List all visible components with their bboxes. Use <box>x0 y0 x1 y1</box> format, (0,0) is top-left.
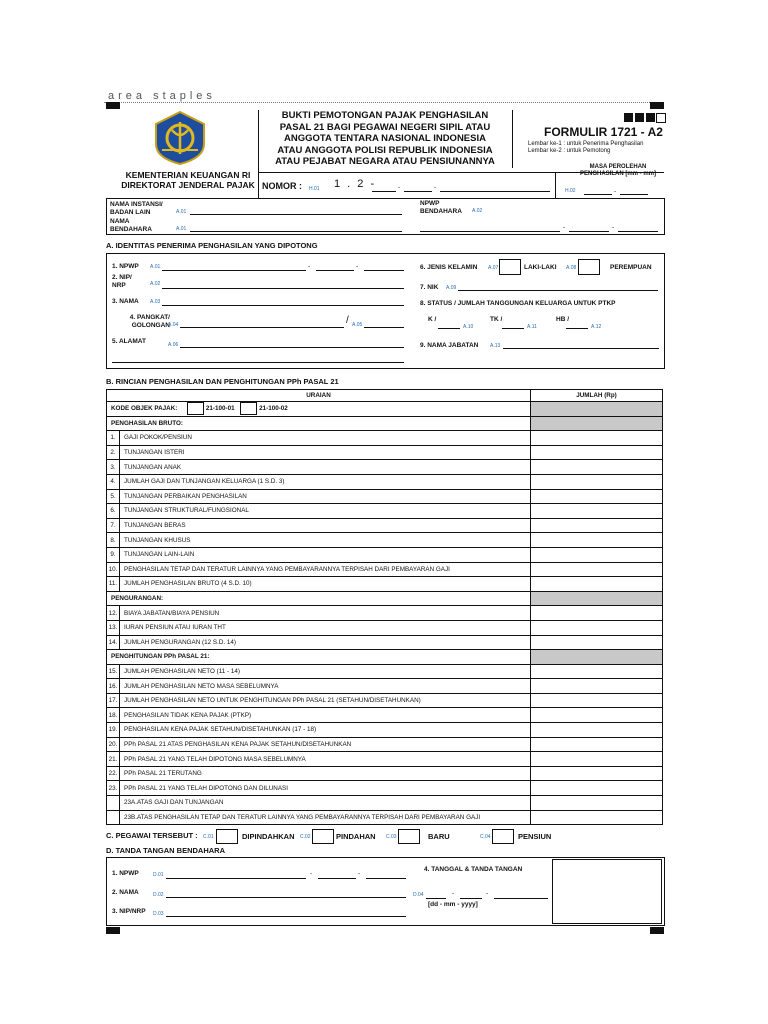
amount-input[interactable] <box>531 518 663 533</box>
table-header-row <box>107 390 663 402</box>
row-description: BIAYA JABATAN/BIAYA PENSIUN <box>120 606 531 621</box>
d-day-field[interactable] <box>426 898 446 899</box>
d-npwp-dash: - <box>310 870 313 877</box>
bruto-head: PENGHASILAN BRUTO: <box>107 416 531 431</box>
pengurangan-rows <box>107 606 663 650</box>
c2-code: C.02 <box>300 834 311 840</box>
table-row <box>107 796 663 811</box>
instansi-label: NAMA INSTANSI/ BADAN LAIN <box>110 201 163 216</box>
amount-input[interactable] <box>531 693 663 708</box>
npwp-bendahara-code: A.02 <box>472 208 483 214</box>
amount-input[interactable] <box>531 620 663 635</box>
row-number: 9. <box>107 547 120 562</box>
row-description: IURAN PENSIUN ATAU IURAN THT <box>120 620 531 635</box>
pengurangan-head: PENGURANGAN: <box>107 591 531 606</box>
a-nik-label: 7. NIK <box>420 284 439 291</box>
a-alamat-field-1[interactable] <box>180 347 404 348</box>
col-uraian: URAIAN <box>107 390 531 402</box>
row-description: GAJI POKOK/PENSIUN <box>120 431 531 446</box>
a-hb-code: A.12 <box>591 324 602 330</box>
row-number: 14. <box>107 635 120 650</box>
a-nip-code: A.02 <box>150 281 161 287</box>
amount-input[interactable] <box>531 504 663 519</box>
a-golongan-code: A.05 <box>352 322 363 328</box>
ministry-logo-icon <box>152 110 208 166</box>
table-row <box>107 635 663 650</box>
table-row <box>107 489 663 504</box>
row-number: 7. <box>107 518 120 533</box>
table-row <box>107 533 663 548</box>
row-description: PPh PASAL 21 YANG TELAH DIPOTONG MASA SEBELUMNYA <box>120 752 531 767</box>
a-golongan-field[interactable] <box>364 327 404 328</box>
d-nama-label: 2. NAMA <box>112 889 139 896</box>
d-npwp-label: 1. NPWP <box>112 870 139 877</box>
a-nik-code: A.09 <box>446 285 457 291</box>
title-line: ANGGOTA TENTARA NASIONAL INDONESIA <box>284 133 486 144</box>
a-perempuan-label: PEREMPUAN <box>610 264 652 271</box>
row-description: TUNJANGAN ANAK <box>120 460 531 475</box>
amount-input[interactable] <box>531 562 663 577</box>
d-month-field[interactable] <box>460 898 482 899</box>
instansi-field[interactable] <box>190 214 402 215</box>
signature-box[interactable] <box>552 859 662 924</box>
row-number: 17. <box>107 693 120 708</box>
row-number: 16. <box>107 679 120 694</box>
hitung-rows <box>107 664 663 795</box>
amount-input[interactable] <box>531 474 663 489</box>
amount-cell-grey <box>531 650 663 665</box>
instansi-box <box>106 198 665 235</box>
d-nip-label: 3. NIP/NRP <box>112 908 146 915</box>
row-number: 1. <box>107 431 120 446</box>
d-nama-code: D.02 <box>153 892 164 898</box>
amount-input[interactable] <box>531 431 663 446</box>
a-jabatan-label: 9. NAMA JABATAN <box>420 342 479 349</box>
a-jabatan-field[interactable] <box>503 348 659 349</box>
pindahan-checkbox[interactable] <box>312 829 334 844</box>
hitung-head: PENGHITUNGAN PPh PASAL 21: <box>107 650 531 665</box>
row-number: 20. <box>107 737 120 752</box>
a-pangkat-field[interactable] <box>180 327 344 328</box>
row-description: PPh PASAL 21 TERUTANG <box>120 766 531 781</box>
row-number: 5. <box>107 489 120 504</box>
a-nama-label: 3. NAMA <box>112 298 139 305</box>
kode1-label: 21-100-01 <box>205 405 235 413</box>
amount-input[interactable] <box>531 635 663 650</box>
a-jk-label: 6. JENIS KELAMIN <box>420 264 478 271</box>
table-row <box>107 693 663 708</box>
row-number: 3. <box>107 460 120 475</box>
row-description: JUMLAH PENGHASILAN NETO (11 - 14) <box>120 664 531 679</box>
amount-input[interactable] <box>531 810 663 825</box>
amount-input[interactable] <box>531 766 663 781</box>
npwp-dash: - <box>563 224 566 231</box>
npwp-bendahara-field-2[interactable] <box>569 231 609 232</box>
row-description: PPh PASAL 21 YANG TELAH DIPOTONG DAN DILUNASI <box>120 781 531 796</box>
amount-input[interactable] <box>531 547 663 562</box>
a-nip-label: 2. NIP/ NRP <box>112 274 132 289</box>
amount-input[interactable] <box>531 577 663 592</box>
row-number: 15. <box>107 664 120 679</box>
lembar-notes <box>528 141 643 155</box>
table-row <box>107 752 663 767</box>
row-number: 12. <box>107 606 120 621</box>
row-description: TUNJANGAN STRUKTURAL/FUNGSIONAL <box>120 504 531 519</box>
a-pangkat-label: 4. PANGKAT/ GOLONGAN <box>129 314 170 329</box>
table-row <box>107 708 663 723</box>
table-row <box>107 577 663 592</box>
row-description: PENGHASILAN TIDAK KENA PAJAK (PTKP) <box>120 708 531 723</box>
baru-checkbox[interactable] <box>398 829 420 844</box>
section-a-title: A. IDENTITAS PENERIMA PENGHASILAN YANG DIPOTONG <box>106 241 318 250</box>
a-tk-code: A.11 <box>527 324 537 330</box>
row-description: JUMLAH PENGHASILAN NETO MASA SEBELUMNYA <box>120 679 531 694</box>
instansi-code: A.01 <box>176 209 187 215</box>
a-pangkat-slash: / <box>346 315 349 326</box>
table-row <box>107 810 663 825</box>
a-pangkat-code: A.04 <box>168 322 179 328</box>
pensiun-label: PENSIUN <box>518 832 552 841</box>
a-k-code: A.10 <box>463 324 474 330</box>
section-c-label: C. PEGAWAI TERSEBUT : <box>106 831 198 840</box>
a-npwp-label: 1. NPWP <box>112 263 139 270</box>
table-row <box>107 474 663 489</box>
a-laki-label: LAKI-LAKI <box>524 264 557 271</box>
row-description: JUMLAH PENGHASILAN BRUTO (4 S.D. 10) <box>120 577 531 592</box>
section-d-title: D. TANDA TANGAN BENDAHARA <box>106 846 226 855</box>
row-23a: 23A.ATAS GAJI DAN TUNJANGAN <box>120 796 531 811</box>
table-row <box>107 723 663 738</box>
a-hb-field[interactable] <box>566 328 588 329</box>
pindahan-label: PINDAHAN <box>336 832 376 841</box>
table-row <box>107 664 663 679</box>
amount-input[interactable] <box>531 679 663 694</box>
table-row <box>107 606 663 621</box>
row-number: 4. <box>107 474 120 489</box>
d-nip-code: D.03 <box>153 911 164 917</box>
a-k-label: K / <box>428 316 437 323</box>
staples-dotted-line <box>104 102 660 103</box>
ministry-name <box>108 170 268 190</box>
amount-input[interactable] <box>531 752 663 767</box>
form-code-title: FORMULIR 1721 - A2 <box>544 125 663 139</box>
section-b-title: B. RINCIAN PENGHASILAN DAN PENGHITUNGAN PPh PASAL 21 <box>106 377 339 386</box>
baru-label: BARU <box>428 832 450 841</box>
row-description: PENGHASILAN TETAP DAN TERATUR LAINNYA YANG PEMBAYARANNYA TERPISAH DARI PEMBAYARAN GAJI <box>120 562 531 577</box>
masa-end-field[interactable] <box>620 194 648 195</box>
table-row <box>107 431 663 446</box>
d-tanggal-label: 4. TANGGAL & TANDA TANGAN <box>424 866 523 873</box>
table-row <box>107 445 663 460</box>
barcode-square-4 <box>656 113 666 123</box>
amount-input[interactable] <box>531 796 663 811</box>
header-vertical-right <box>555 172 556 198</box>
row-number: 21. <box>107 752 120 767</box>
c3-code: C.03 <box>386 834 397 840</box>
ministry-line-1: KEMENTERIAN KEUANGAN RI <box>125 170 251 180</box>
table-row <box>107 460 663 475</box>
amount-input[interactable] <box>531 606 663 621</box>
d-date-dash: - <box>452 890 455 897</box>
row-number: 2. <box>107 445 120 460</box>
a-npwp-field-2[interactable] <box>316 270 354 271</box>
dipindahkan-label: DIPINDAHKAN <box>242 832 295 841</box>
kode-objek-row <box>107 402 663 417</box>
row-description: PPh PASAL 21 ATAS PENGHASILAN KENA PAJAK SETAHUN/DISETAHUNKAN <box>120 737 531 752</box>
barcode-square-1 <box>624 113 633 122</box>
title-line: BUKTI PEMOTONGAN PAJAK PENGHASILAN <box>281 110 489 121</box>
a-alamat-code: A.06 <box>168 342 179 348</box>
a-tk-label: TK / <box>490 316 503 323</box>
nomor-dash: - <box>434 184 437 191</box>
c1-code: C.01 <box>203 834 214 840</box>
col-jumlah: JUMLAH (Rp) <box>531 390 663 402</box>
table-row <box>107 547 663 562</box>
barcode-square-3 <box>646 113 655 122</box>
corner-mark-bottom-left <box>106 927 120 934</box>
a-npwp-dash: - <box>308 263 311 270</box>
nomor-field-2[interactable] <box>404 191 432 192</box>
npwp-dash: - <box>612 224 615 231</box>
amount-input[interactable] <box>531 723 663 738</box>
a-nik-field[interactable] <box>458 290 658 291</box>
row-description: TUNJANGAN LAIN-LAIN <box>120 547 531 562</box>
table-row <box>107 518 663 533</box>
row-description: JUMLAH GAJI DAN TUNJANGAN KELUARGA (1 S.D. 3) <box>120 474 531 489</box>
table-row <box>107 504 663 519</box>
row-number: 8. <box>107 533 120 548</box>
ministry-line-2: DIREKTORAT JENDERAL PAJAK <box>121 180 255 190</box>
row-number: 6. <box>107 504 120 519</box>
row-description: JUMLAH PENGURANGAN (12 S.D. 14) <box>120 635 531 650</box>
table-row <box>107 781 663 796</box>
bruto-head-row <box>107 416 663 431</box>
a-alamat-field-2[interactable] <box>112 362 404 363</box>
nomor-field-1[interactable] <box>372 191 396 192</box>
nomor-dash: - <box>398 184 401 191</box>
hitung-head-row <box>107 650 663 665</box>
a-jabatan-code: A.13 <box>490 343 501 349</box>
nomor-prefix: 1 . 2 - <box>334 178 377 190</box>
row-description: TUNJANGAN PERBAIKAN PENGHASILAN <box>120 489 531 504</box>
nomor-field-3[interactable] <box>440 191 550 192</box>
amount-cell-grey <box>531 416 663 431</box>
a-tk-field[interactable] <box>502 328 524 329</box>
masa-start-field[interactable] <box>584 194 612 195</box>
table-row <box>107 562 663 577</box>
kode-objek-label: KODE OBJEK PAJAK: <box>111 405 178 413</box>
dipindahkan-checkbox[interactable] <box>216 829 238 844</box>
kode1-checkbox[interactable] <box>187 402 204 415</box>
rincian-table <box>106 389 663 825</box>
a-jk-code-1: A.07 <box>488 265 499 271</box>
a-k-field[interactable] <box>438 328 460 329</box>
d-npwp-field-2[interactable] <box>318 878 356 879</box>
c4-code: C.04 <box>480 834 491 840</box>
row-number: 11. <box>107 577 120 592</box>
npwp-bendahara-field-1[interactable] <box>420 231 560 232</box>
row-number: 19. <box>107 723 120 738</box>
row-number: 10. <box>107 562 120 577</box>
d-npwp-dash: - <box>358 870 361 877</box>
row-number <box>107 810 120 825</box>
a-npwp-code: A.01 <box>150 264 161 270</box>
amount-input[interactable] <box>531 781 663 796</box>
corner-mark-top-right <box>650 102 664 109</box>
d-npwp-code: D.01 <box>153 872 164 878</box>
kode2-label: 21-100-02 <box>259 405 288 413</box>
d-nama-field[interactable] <box>166 897 406 898</box>
d-date-format: [dd - mm - yyyy] <box>428 901 478 908</box>
row-number: 18. <box>107 708 120 723</box>
a-nama-code: A.03 <box>150 299 161 305</box>
area-staples-label: area staples <box>108 90 216 102</box>
d-year-field[interactable] <box>494 898 548 899</box>
amount-input[interactable] <box>531 664 663 679</box>
amount-cell-grey <box>531 402 663 417</box>
bendahara-code: A.01 <box>176 226 187 232</box>
table-row <box>107 679 663 694</box>
row-number: 23. <box>107 781 120 796</box>
d-nip-field[interactable] <box>166 916 406 917</box>
table-row <box>107 620 663 635</box>
bendahara-field[interactable] <box>190 231 402 232</box>
kode-objek-cell <box>107 402 531 417</box>
form-main-title <box>258 110 513 168</box>
npwp-bendahara-label: NPWP BENDAHARA <box>420 200 462 215</box>
nomor-code: H.01 <box>309 186 320 192</box>
masa-dash: - <box>614 188 617 195</box>
a-alamat-label: 5. ALAMAT <box>112 338 146 345</box>
pengurangan-head-row <box>107 591 663 606</box>
row-description: TUNJANGAN BERAS <box>120 518 531 533</box>
a-perempuan-checkbox[interactable] <box>578 259 600 275</box>
d-date-dash: - <box>486 890 489 897</box>
corner-mark-top-left <box>106 102 120 109</box>
npwp-bendahara-field-3[interactable] <box>618 231 658 232</box>
amount-input[interactable] <box>531 445 663 460</box>
row-23b: 23B.ATAS PENGHASILAN TETAP DAN TERATUR LAINNYA YANG PEMBAYARANNYA TERPISAH DARI PEMBAYARAN GAJI <box>120 810 531 825</box>
a-status-label: 8. STATUS / JUMLAH TANGGUNGAN KELUARGA UNTUK PTKP <box>420 300 616 307</box>
amount-input[interactable] <box>531 489 663 504</box>
d-tanggal-code: D.04 <box>413 892 424 898</box>
amount-cell-grey <box>531 591 663 606</box>
a-nama-field[interactable] <box>162 305 404 306</box>
a-npwp-field-3[interactable] <box>364 270 404 271</box>
masa-perolehan-label: MASA PEROLEHAN PENGHASILAN [mm - mm] <box>579 164 656 177</box>
a-hb-label: HB / <box>556 316 569 323</box>
title-line: ATAU PEJABAT NEGARA ATAU PENSIUNANNYA <box>275 156 495 167</box>
table-row <box>107 737 663 752</box>
row-description: TUNJANGAN ISTERI <box>120 445 531 460</box>
corner-mark-bottom-right <box>650 927 664 934</box>
title-line: PASAL 21 BAGI PEGAWAI NEGERI SIPIL ATAU <box>279 121 491 133</box>
a-npwp-field-1[interactable] <box>162 270 306 271</box>
lembar-1-note: Lembar ke-1 : untuk Penerima Penghasilan <box>528 141 644 147</box>
title-line: ATAU ANGGOTA POLISI REPUBLIK INDONESIA <box>277 144 493 156</box>
bruto-rows <box>107 431 663 592</box>
kode2-checkbox[interactable] <box>240 402 257 415</box>
d-npwp-field-3[interactable] <box>366 878 406 879</box>
header-vertical-left <box>258 110 259 198</box>
row-number: 13. <box>107 620 120 635</box>
amount-input[interactable] <box>531 460 663 475</box>
table-row <box>107 766 663 781</box>
amount-input[interactable] <box>531 737 663 752</box>
row-description: TUNJANGAN KHUSUS <box>120 533 531 548</box>
d-npwp-field-1[interactable] <box>166 878 306 879</box>
pensiun-checkbox[interactable] <box>492 829 514 844</box>
masa-code: H.02 <box>565 188 576 194</box>
a-jk-code-2: A.08 <box>566 265 577 271</box>
bendahara-label: NAMA BENDAHARA <box>110 218 152 233</box>
nomor-label: NOMOR : <box>262 181 302 191</box>
row-number: 22. <box>107 766 120 781</box>
a-npwp-dash: - <box>356 263 359 270</box>
amount-input[interactable] <box>531 533 663 548</box>
row-description: PENGHASILAN KENA PAJAK SETAHUN/DISETAHUNKAN (17 - 18) <box>120 723 531 738</box>
a-nip-field[interactable] <box>162 288 404 289</box>
amount-input[interactable] <box>531 708 663 723</box>
a-laki-checkbox[interactable] <box>499 259 521 275</box>
row-description: JUMLAH PENGHASILAN NETO UNTUK PENGHITUNGAN PPh PASAL 21 (SETAHUN/DISETAHUNKAN) <box>120 693 531 708</box>
lembar-2-note: Lembar ke-2 : untuk Pemotong <box>528 148 611 154</box>
barcode-square-2 <box>635 113 644 122</box>
row-number <box>107 796 120 811</box>
